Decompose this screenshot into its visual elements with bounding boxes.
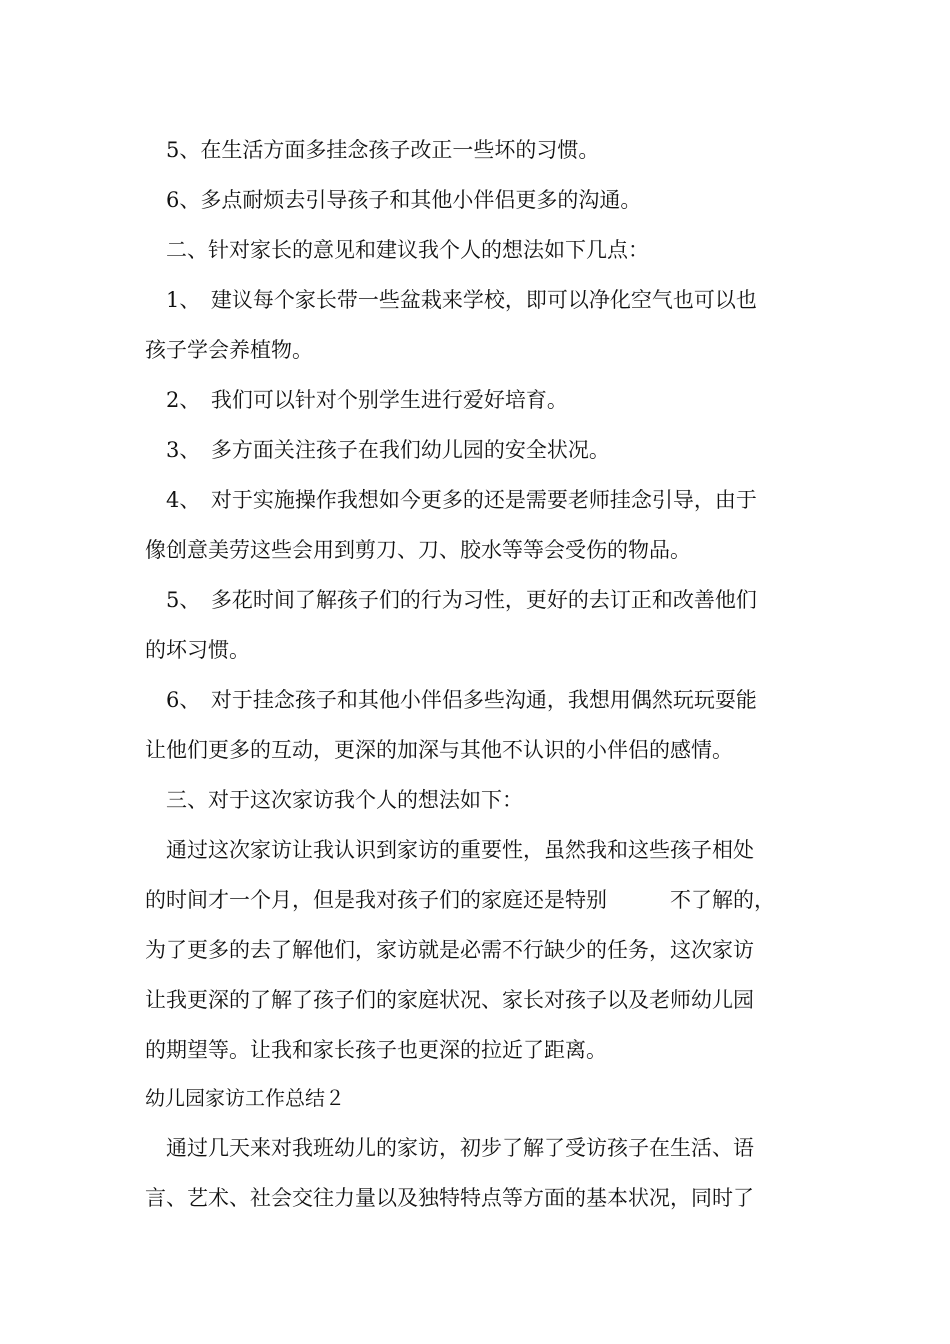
paragraph-line: 6、多点耐烦去引导孩子和其他小伴侣更多的沟通。 — [145, 188, 642, 212]
paragraph-line: 5、 多花时间了解孩子们的行为习性，更好的去订正和改善他们 — [145, 588, 757, 612]
paragraph-line: 的时间才一个月，但是我对孩子们的家庭还是特别 不了解的， — [145, 888, 775, 912]
paragraph-line: 2、 我们可以针对个别学生进行爱好培育。 — [145, 388, 568, 412]
paragraph-line: 的坏习惯。 — [145, 638, 250, 662]
paragraph-line: 3、 多方面关注孩子在我们幼儿园的安全状况。 — [145, 438, 610, 462]
paragraph-line: 让他们更多的互动，更深的加深与其他不认识的小伴侣的感情。 — [145, 738, 733, 762]
paragraph-line: 为了更多的去了解他们，家访就是必需不行缺少的任务，这次家访 — [145, 938, 754, 962]
paragraph-line: 的期望等。让我和家长孩子也更深的拉近了距离。 — [145, 1038, 607, 1062]
article-title: 幼儿园家访工作总结２ — [145, 1086, 345, 1110]
paragraph-line: 通过几天来对我班幼儿的家访，初步了解了受访孩子在生活、语 — [145, 1136, 754, 1160]
paragraph-line: 4、 对于实施操作我想如今更多的还是需要老师挂念引导，由于 — [145, 488, 757, 512]
paragraph-line: 6、 对于挂念孩子和其他小伴侣多些沟通，我想用偶然玩玩耍能 — [145, 688, 757, 712]
paragraph-line: 像创意美劳这些会用到剪刀、刀、胶水等等会受伤的物品。 — [145, 538, 691, 562]
paragraph-line: 5、在生活方面多挂念孩子改正一些坏的习惯。 — [145, 138, 600, 162]
paragraph-line: 让我更深的了解了孩子们的家庭状况、家长对孩子以及老师幼儿园 — [145, 988, 754, 1012]
section-heading: 二、针对家长的意见和建议我个人的想法如下几点： — [145, 238, 649, 262]
paragraph-line: 言、艺术、社会交往力量以及独特特点等方面的基本状况，同时了 — [145, 1186, 754, 1210]
paragraph-line: 孩子学会养植物。 — [145, 338, 313, 362]
paragraph-line: 通过这次家访让我认识到家访的重要性，虽然我和这些孩子相处 — [145, 838, 754, 862]
paragraph-line: 1、 建议每个家长带一些盆栽来学校，即可以净化空气也可以也 — [145, 288, 757, 312]
section-heading: 三、对于这次家访我个人的想法如下： — [145, 788, 523, 812]
